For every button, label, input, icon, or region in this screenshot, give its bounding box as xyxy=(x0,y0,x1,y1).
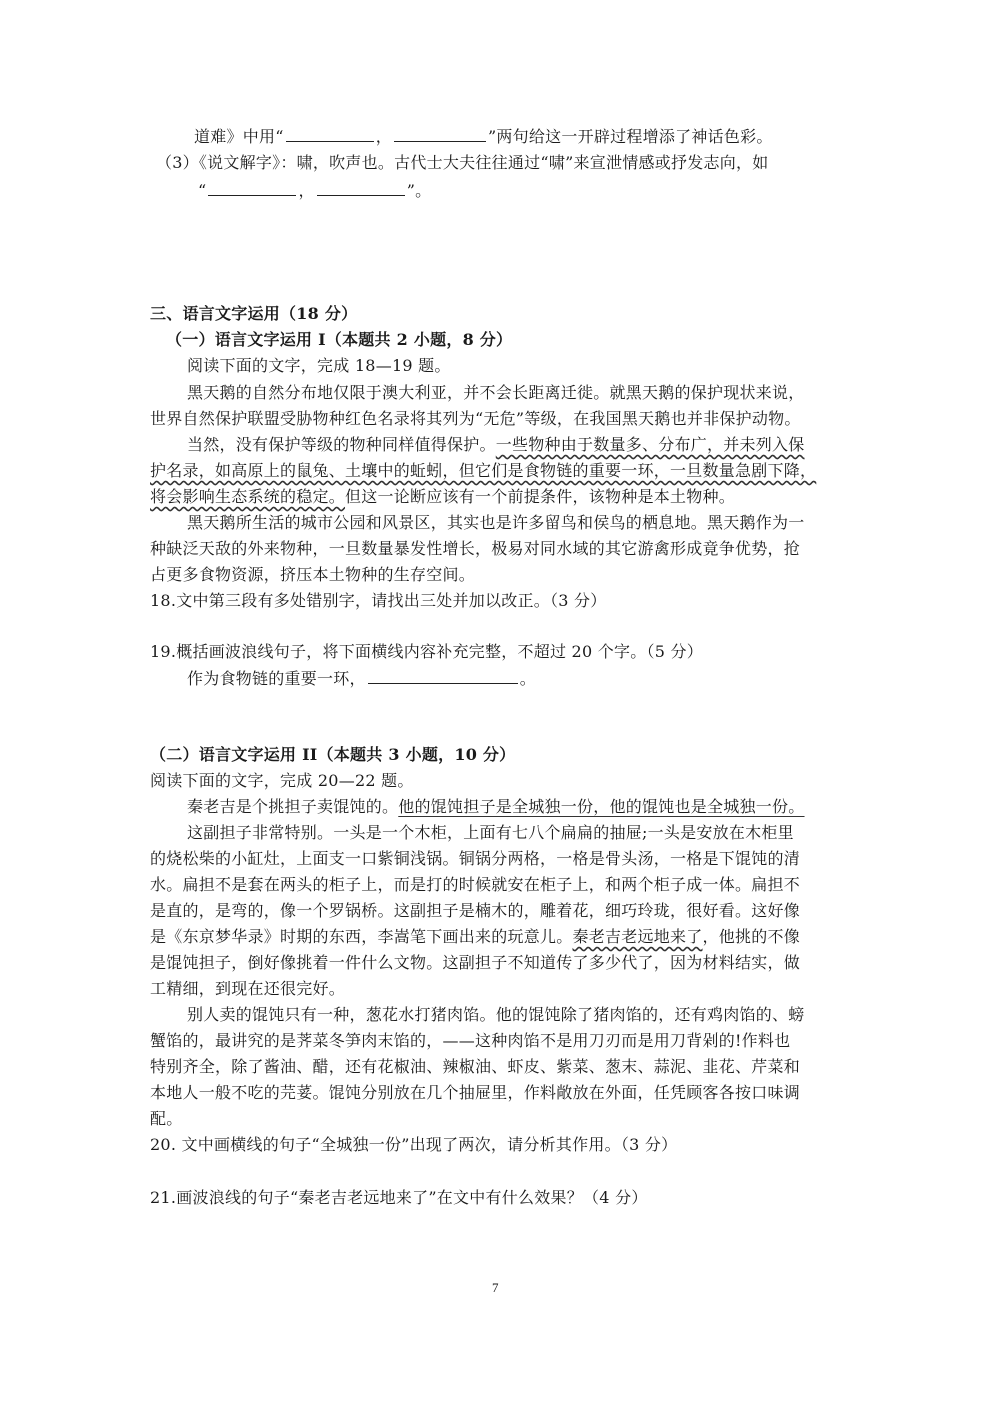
wavy-underlined-sentence: 护名录，如高原上的鼠兔、土壤中的蚯蚓，但它们是食物链的重要一环，一旦数量急剧下降， xyxy=(150,461,817,480)
passage2-line: 特别齐全，除了酱油、醋，还有花椒油、辣椒油、虾皮、紫菜、葱末、蒜泥、韭花、芹菜和 xyxy=(150,1057,801,1076)
part1-title: （一）语言文字运用 I（本题共 2 小题，8 分） xyxy=(166,330,513,349)
passage2-line: 这副担子非常特别。一头是一个木柜，上面有七八个扁扁的抽屉;一头是安放在木柜里 xyxy=(187,823,794,842)
passage1-line: 种缺泛天敌的外来物种，一旦数量暴发性增长，极易对同水域的其它游禽形成竟争优势，抢 xyxy=(150,539,801,558)
section3-title: 三、语言文字运用（18 分） xyxy=(150,304,358,323)
passage2-line xyxy=(150,926,800,948)
passage1-line xyxy=(187,434,805,456)
passage1-line: 黑天鹅的自然分布地仅限于澳大利亚，并不会长距离迁徙。就黑天鹅的保护现状来说， xyxy=(187,383,805,402)
part2-instruction: 阅读下面的文字，完成 20—22 题。 xyxy=(150,771,414,790)
passage2-line: 配。 xyxy=(150,1109,183,1128)
q17-part3-line2 xyxy=(198,179,431,202)
q17-part3-line2-pre: “ xyxy=(198,181,207,200)
passage2-line: 本地人一般不吃的芫荽。馄饨分别放在几个抽屉里，作料敞放在外面，任凭顾客各按口味调 xyxy=(150,1083,801,1102)
question-20: 20. 文中画横线的句子“全城独一份”出现了两次，请分析其作用。（3 分） xyxy=(150,1135,678,1154)
answer-blank[interactable] xyxy=(286,125,374,142)
question-19: 19.概括画波浪线句子，将下面横线内容补充完整，不超过 20 个字。（5 分） xyxy=(150,642,703,661)
passage2-line: 是直的，是弯的，像一个罗锅桥。这副担子是楠木的，雕着花，细巧玲珑，很好看。这好像 xyxy=(150,901,801,920)
q17-line-dao-nan-post: ”两句给这一开辟过程增添了神话色彩。 xyxy=(487,127,773,146)
q19-fill-post: 。 xyxy=(519,669,537,688)
passage1-line: 占更多食物资源，挤压本土物种的生存空间。 xyxy=(150,565,476,584)
passage-text: 秦老吉是个挑担子卖馄饨的。 xyxy=(187,797,399,816)
passage1-line: 黑天鹅所生活的城市公园和风景区，其实也是许多留鸟和侯鸟的栖息地。黑天鹅作为一 xyxy=(187,513,805,532)
question-18: 18.文中第三段有多处错别字，请找出三处并加以改正。（3 分） xyxy=(150,591,607,610)
passage2-line: 蟹馅的，最讲究的是荠菜冬笋肉末馅的，——这种肉馅不是用刀刃而是用刀背剁的!作料也 xyxy=(150,1031,791,1050)
question-19-fill-line xyxy=(187,667,536,690)
passage-text: 是《东京梦华录》时期的东西，李嵩笔下画出来的玩意儿。 xyxy=(150,927,573,946)
passage2-line: 是馄饨担子，倒好像挑着一件什么文物。这副担子不知道传了多少代了，因为材料结实，做 xyxy=(150,953,801,972)
part2-title: （二）语言文字运用 II（本题共 3 小题，10 分） xyxy=(150,745,516,764)
q19-fill-pre: 作为食物链的重要一环， xyxy=(187,669,366,688)
passage1-line xyxy=(150,486,735,508)
passage-text: 当然，没有保护等级的物种同样值得保护。 xyxy=(187,435,496,454)
passage2-line xyxy=(187,796,805,818)
q17-part3-line2-post: ”。 xyxy=(406,181,432,200)
answer-blank[interactable] xyxy=(208,179,296,196)
passage-text: ，他挑的不像 xyxy=(702,927,801,946)
passage1-line: 世界自然保护联盟受胁物种红色名录将其列为“无危”等级，在我国黑天鹅也并非保护动物。 xyxy=(150,409,801,428)
answer-blank[interactable] xyxy=(394,125,486,142)
answer-blank[interactable] xyxy=(317,179,405,196)
q17-part3-line2-mid: ， xyxy=(298,181,315,200)
passage2-line: 水。扁担不是套在两头的柜子上，而是打的时候就安在柜子上，和两个柜子成一体。扁担不 xyxy=(150,875,801,894)
q17-line-dao-nan xyxy=(194,125,773,148)
q17-part3-line1: （3）《说文解字》：啸，吹声也。古代士大夫往往通过“啸”来宣泄情感或抒发志向，如 xyxy=(156,153,769,172)
question-21: 21.画波浪线的句子“秦老吉老远地来了”在文中有什么效果？（4 分） xyxy=(150,1188,648,1207)
part1-instruction: 阅读下面的文字，完成 18—19 题。 xyxy=(187,356,451,375)
passage-text: 但这一论断应该有一个前提条件，该物种是本土物种。 xyxy=(345,487,736,506)
passage2-line: 工精细，到现在还很完好。 xyxy=(150,979,346,998)
wavy-underlined-sentence: 秦老吉老远地来了 xyxy=(572,927,703,946)
passage2-line: 别人卖的馄饨只有一种，葱花水打猪肉馅。他的馄饨除了猪肉馅的，还有鸡肉馅的、螃 xyxy=(187,1005,805,1024)
wavy-underlined-sentence: 将会影响生态系统的稳定。 xyxy=(150,487,346,506)
answer-blank[interactable] xyxy=(368,667,518,684)
page-number: 7 xyxy=(492,1280,499,1295)
q17-line-dao-nan-mid: ， xyxy=(375,127,392,146)
q17-line-dao-nan-pre: 道难》中用“ xyxy=(194,127,284,146)
passage2-line: 的烧松柴的小缸灶，上面支一口紫铜浅锅。铜锅分两格，一格是骨头汤，一格是下馄饨的清 xyxy=(150,849,801,868)
wavy-underlined-sentence: 一些物种由于数量多、分布广，并未列入保 xyxy=(495,435,805,454)
underlined-sentence: 他的馄饨担子是全城独一份，他的馄饨也是全城独一份。 xyxy=(398,797,805,816)
